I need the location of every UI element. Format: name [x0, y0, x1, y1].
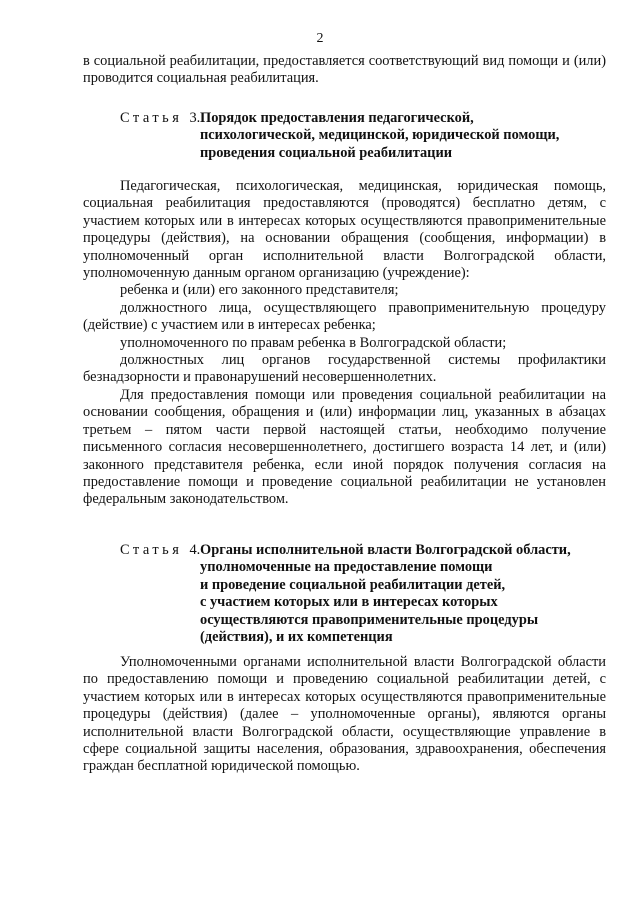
article-3-paragraph: уполномоченного по правам ребенка в Волгоградской области;: [120, 334, 507, 351]
article-3-label-word: Статья: [120, 110, 183, 126]
page-number: 2: [316, 31, 324, 46]
article-3-title-line: проведения социальной реабилитации: [200, 144, 453, 161]
intro-section: [83, 53, 606, 88]
article-3-paragraph: Педагогическая, психологическая, медицинская, юридическая помощь, социальная реабилитация предоставляются (проводятся) бесплатно детям, с участием которых или в интересах которых осуществляются правоприменительные процедуры (действия), на основании обращения (сообщения, информации) в уполномоченный орган исполнительной власти Волгоградской области, уполномоченную данным органом организацию (учреждение):: [83, 178, 606, 282]
article-3-number: 3.: [189, 110, 201, 126]
article-3-paragraph: должностного лица, осуществляющего правоприменительную процедуру (действие) с участием или в интересах ребенка;: [83, 299, 606, 334]
article-4-label: [120, 542, 200, 559]
article-4-label-word: Статья: [120, 542, 183, 558]
article-4-title: [200, 542, 571, 646]
article-4-paragraph: Уполномоченными органами исполнительной власти Волгоградской области по предоставлению помощи и проведению социальной реабилитации детей, с участием которых или в интересах которых осуществляются правоприменительные процедуры (действия) (далее – уполномоченные органы), являются органы исполнительной власти Волгоградской области, осуществляющие управление в сфере социальной защиты населения, образования, здравоохранения, обеспечения граждан бесплатной юридической помощью.: [83, 654, 606, 775]
article-3-paragraph: ребенка и (или) его законного представителя;: [120, 282, 399, 299]
article-3-title: [200, 110, 559, 162]
article-3-paragraph: должностных лиц органов государственной системы профилактики безнадзорности и правонарушений несовершеннолетних.: [83, 352, 606, 386]
article-3-title-line: Порядок предоставления педагогической,: [200, 110, 474, 126]
article-4-title-line: (действия), и их компетенция: [200, 629, 393, 646]
article-4-title-line: осуществляются правоприменительные процедуры: [200, 611, 539, 628]
article-4-number: 4.: [189, 542, 201, 558]
article-4-title-line: с участием которых или в интересах которых: [200, 594, 498, 611]
article-3-paragraph: Для предоставления помощи или проведения социальной реабилитации на основании сообщения, обращения и (или) информации лиц, указанных в абзацах третьем – пятом части первой настоящей статьи, необходимо получение письменного согласия несовершеннолетнего, достигшего возраста 14 лет, и (или) законного представителя ребенка, если иной порядок получения согласия на предоставление помощи и проведение социальной реабилитации не установлен федеральным законодательством.: [83, 386, 606, 508]
article-4-title-line: Органы исполнительной власти Волгоградской области,: [200, 542, 571, 558]
article-4-body: [83, 654, 606, 776]
article-3-body: [83, 178, 606, 509]
article-3-title-line: психологической, медицинской, юридической помощи,: [200, 127, 560, 144]
article-4-title-line: и проведение социальной реабилитации детей,: [200, 576, 506, 593]
intro-paragraph: в социальной реабилитации, предоставляется соответствующий вид помощи и (или) проводится социальная реабилитация.: [83, 53, 606, 87]
article-4-title-line: уполномоченные на предоставление помощи: [200, 559, 493, 576]
article-3-label: [120, 110, 200, 127]
